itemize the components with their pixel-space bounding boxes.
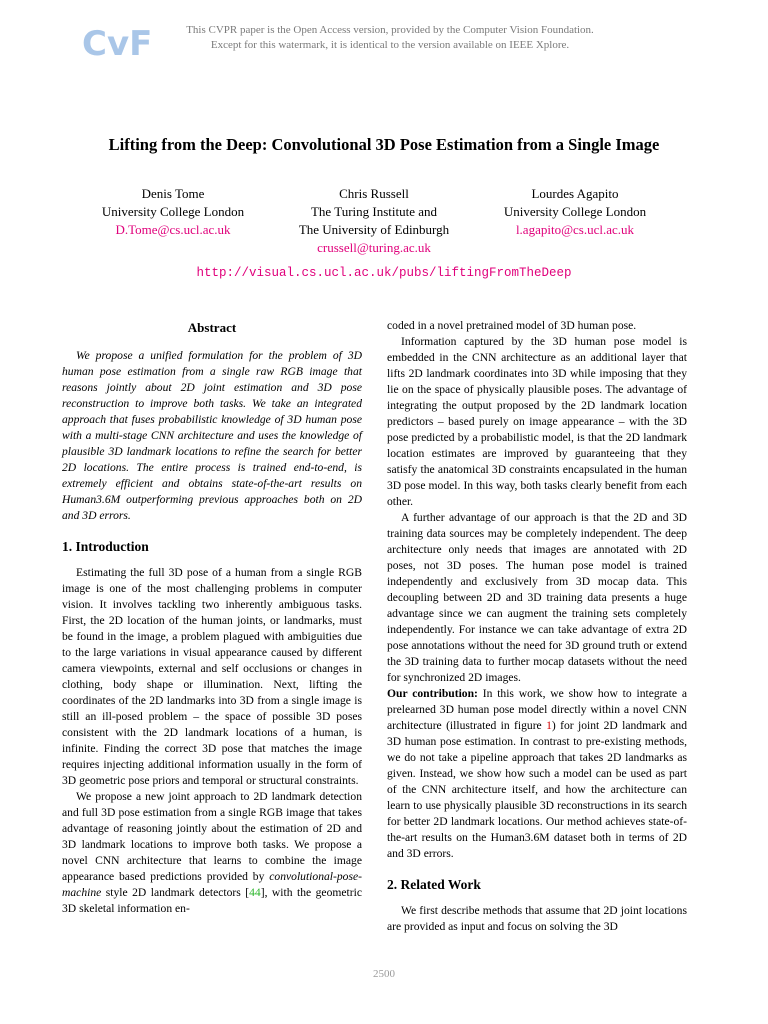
author-affiliation: University College London <box>101 204 245 219</box>
author-2 <box>264 185 484 257</box>
paper-title: Lifting from the Deep: Convolutional 3D Pose Estimation from a Single Image <box>108 135 660 154</box>
author-name: Chris Russell <box>339 186 409 201</box>
right-paragraph-1: Information captured by the 3D human pose model is embedded in the CNN architecture as an additional layer that lifts 2D landmark coordinates into 3D while imposing that they lie on the space of physically plausible poses. The advantage of integrating the output proposed by the 2D landmark location predictors – based purely on image appearance – with the 3D pose predicted by a probabilistic model, is that the 2D landmark location estimates are improved by guaranteeing that they satisfy the anatomical 3D constraints encapsulated in the human 3D pose model. In this way, both tasks clearly benefit from each other. <box>387 335 687 508</box>
project-url[interactable]: http://visual.cs.ucl.ac.uk/pubs/liftingFromTheDeep <box>196 266 572 280</box>
svg-text:CvF: CvF <box>82 24 153 64</box>
text-run: In this work, we show how to integrate a prelearned 3D human pose model directly within a novel CNN architecture (illustrated in figure <box>387 687 687 732</box>
open-access-watermark <box>150 23 630 53</box>
intro-paragraph-1: Estimating the full 3D pose of a human from a single RGB image is one of the most challenging problems in computer vision. It involves tackling two inherently ambiguous tasks. First, the 2D location of the human joints, or landmarks, must be found in the image, a problem plagued with ambiguities due to the large variations in visual appearance caused by different camera viewpoints, external and self occlusions or changes in clothing, body shape or illumination. Next, lifting the coordinates of the 2D landmarks into 3D from a single image is still an ill-posed problem – the space of possible 3D poses consistent with the 2D landmark locations of a human, is infinite. Finding the correct 3D pose that matches the image requires injecting additional information usually in the form of 3D geometric pose priors and temporal or structural constraints. <box>62 566 362 787</box>
abstract-text: We propose a unified formulation for the problem of 3D human pose estimation from a single raw RGB image that reasons jointly about 2D joint estimation and 3D pose reconstruction to improve both tasks. We take an integrated approach that fuses probabilistic knowledge of 3D human pose with a multi-stage CNN architecture and uses the knowledge of plausible 3D landmark locations to refine the search for better 2D locations. The entire process is trained end-to-end, is extremely efficient and obtains state-of-the-art results on Human3.6M outperforming previous approaches both on 2D and 3D errors. <box>62 349 362 522</box>
text-run: We propose a new joint approach to 2D landmark detection and full 3D pose estimation from a single RGB image that takes advantage of reasoning jointly about the estimation of 2D and 3D landmark locations to improve both tasks. We propose a novel CNN architecture that learns to combine the image appearance based predictions provided by <box>62 790 362 883</box>
text-run: ) for joint 2D landmark and 3D human pose estimation. In contrast to pre-existing methods, we do not take a pipeline approach that takes 2D landmarks as given. Instead, we show how such a model can be used as part of the CNN architecture itself, and how the architecture can learn to use physically plausible 3D reconstructions in its search for better 2D landmark locations. Our method achieves state-of-the-art results on the Human3.6M dataset both in terms of 2D and 3D errors. <box>387 719 687 860</box>
page-number: 2500 <box>373 968 395 980</box>
section-heading-related-work: 2. Related Work <box>387 877 481 892</box>
left-column <box>62 318 362 917</box>
right-paragraph-0: coded in a novel pretrained model of 3D human pose. <box>387 319 637 332</box>
intro-paragraph-2 <box>62 789 362 917</box>
figure-reference-link[interactable]: 1 <box>546 719 552 732</box>
section-heading-introduction: 1. Introduction <box>62 539 149 554</box>
author-email[interactable]: D.Tome@cs.ucl.ac.uk <box>115 222 231 237</box>
citation-link[interactable]: 44 <box>249 886 261 899</box>
author-affiliation: The University of Edinburgh <box>298 222 450 237</box>
author-affiliation: University College London <box>503 204 647 219</box>
author-affiliation: The Turing Institute and <box>310 204 438 219</box>
related-work-paragraph: We first describe methods that assume that 2D joint locations are provided as input and focus on solving the 3D <box>387 904 687 933</box>
author-3 <box>465 185 685 239</box>
author-email[interactable]: crussell@turing.ac.uk <box>317 240 431 255</box>
watermark-line-2: Except for this watermark, it is identical to the version available on IEEE Xplore. <box>210 39 570 51</box>
author-1 <box>63 185 283 239</box>
contribution-label: Our contribution: <box>387 687 478 700</box>
cvf-logo <box>82 22 153 64</box>
right-column <box>387 318 687 935</box>
text-run: ], with the geometric 3D skeletal information en- <box>62 886 362 915</box>
author-email[interactable]: l.agapito@cs.ucl.ac.uk <box>515 222 635 237</box>
author-name: Lourdes Agapito <box>531 186 619 201</box>
italic-term: convolutional-pose-machine <box>62 870 362 899</box>
contribution-paragraph <box>387 686 687 862</box>
text-run: style 2D landmark detectors [ <box>101 886 250 899</box>
watermark-line-1: This CVPR paper is the Open Access version, provided by the Computer Vision Foundation. <box>186 24 594 36</box>
right-paragraph-2: A further advantage of our approach is that the 2D and 3D training data sources may be completely independent. The deep architecture only needs that images are annotated with 2D poses, not 3D poses. The human pose model is trained independently and exclusively from 3D mocap data. This decoupling between 2D and 3D training data presents a huge advantage since we can augment the training sets completely independently. For instance we can take advantage of extra 2D pose annotations without the need for 3D ground truth or extend the 3D training data to further mocap datasets without the need for synchronized 2D images. <box>387 511 687 684</box>
abstract-heading: Abstract <box>187 320 237 335</box>
author-name: Denis Tome <box>141 186 205 201</box>
